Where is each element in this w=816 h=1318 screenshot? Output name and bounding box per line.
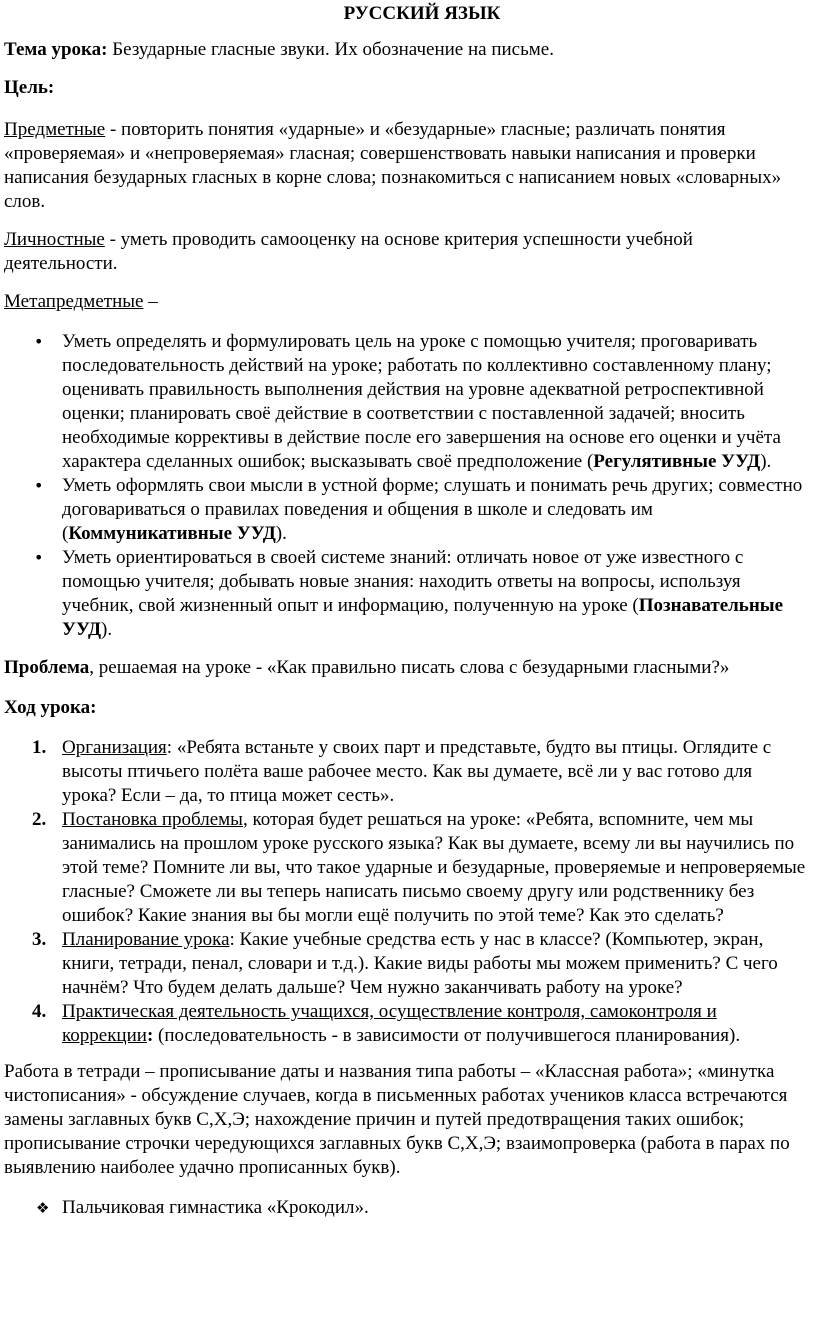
list-item-emphasis: Коммуникативные УУД <box>68 523 276 544</box>
list-item <box>4 736 810 808</box>
subject-goals-label: Предметные <box>4 119 106 140</box>
meta-goals-label: Метапредметные <box>4 291 144 312</box>
step-colon: : <box>146 1025 154 1046</box>
list-item-end: ). <box>275 523 287 544</box>
lesson-topic-text: Безударные гласные звуки. Их обозначение на письме. <box>107 39 554 60</box>
step-text: (последовательность - в зависимости от получившегося планирования). <box>153 1025 741 1046</box>
step-text: : «Ребята встаньте у своих парт и представьте, будто вы птицы. Оглядите с высоты птичьего полёта ваше рабочее место. Как вы думаете, всё ли у вас готово для урока? Если – да, то птица может сесть». <box>62 737 772 806</box>
step-label: Практическая деятельность учащихся, осуществление контроля, самоконтроля и коррекции <box>62 1001 717 1046</box>
personal-goals <box>4 228 810 276</box>
meta-goals-text: – <box>143 291 158 312</box>
lesson-topic-label: Тема урока: <box>4 39 108 60</box>
document-title: РУССКИЙ ЯЗЫК <box>343 3 501 24</box>
exercise-text: Пальчиковая гимнастика «Крокодил». <box>62 1197 369 1218</box>
list-item-emphasis: Познавательные УУД <box>62 595 784 640</box>
meta-goals-list <box>4 330 810 642</box>
lesson-problem-text: , решаемая на уроке - «Как правильно писать слова с безударными гласными?» <box>89 657 730 678</box>
list-item <box>4 808 810 928</box>
course-heading: Ход урока: <box>4 697 97 718</box>
meta-goals <box>4 290 810 314</box>
work-paragraph: Работа в тетради – прописывание даты и названия типа работы – «Классная работа»; «минутка чистописания» - обсуждение случаев, когда в письменных работах учеников класса встречаются замены заглавных букв С,Х,Э; нахождение причин и путей предотвращения таких ошибок; прописывание строчки чередующихся заглавных букв С,Х,Э; взаимопроверка (работа в парах по выявлению наиболее удачно прописанных букв). <box>4 1061 790 1178</box>
step-text: : Какие учебные средства есть у нас в классе? (Компьютер, экран, книги, тетради, пенал, словари и т.д.). Какие виды работы мы можем применить? С чего начнём? Что будем делать дальше? Чем нужно заканчивать работу на уроке? <box>62 929 778 998</box>
list-item-text: Уметь оформлять свои мысли в устной форме; слушать и понимать речь других; совместно договариваться о правилах поведения и общения в школе и следовать им ( <box>62 475 803 544</box>
subject-goals-text: - повторить понятия «ударные» и «безударные» гласные; различать понятия «проверяемая» и «непроверяемая» гласная; совершенствовать навыки написания и проверки написания безударных гласных в корне слова; познакомиться с написанием новых «словарных» слов. <box>4 119 782 212</box>
subject-goals <box>4 118 810 214</box>
list-item-emphasis: Регулятивные УУД <box>593 451 761 472</box>
personal-goals-text: - уметь проводить самооценку на основе критерия успешности учебной деятельности. <box>4 229 693 274</box>
list-item-text: Уметь определять и формулировать цель на уроке с помощью учителя; проговаривать последовательность действий на уроке; работать по коллективно составленному плану; оценивать правильность выполнения действия на уровне адекватной ретроспективной оценки; планировать своё действие в соответствии с поставленной задачей; вносить необходимые коррективы в действие после его завершения на основе его оценки и учёта характера сделанных ошибок; высказывать своё предположение ( <box>62 331 781 472</box>
step-number: 2. <box>32 809 47 830</box>
list-item-end: ). <box>101 619 113 640</box>
list-item <box>4 330 810 474</box>
diamond-bullet-icon: ❖ <box>36 1199 50 1217</box>
list-item-end: ). <box>760 451 772 472</box>
lesson-topic <box>4 38 810 62</box>
exercise-item <box>4 1196 810 1220</box>
personal-goals-label: Личностные <box>4 229 105 250</box>
step-number: 1. <box>32 737 47 758</box>
list-item <box>4 1000 810 1048</box>
step-text: , которая будет решаться на уроке: «Ребята, вспомните, чем мы занимались на прошлом уроке русского языка? Как вы думаете, всему ли вы научились по этой теме? Помните ли вы, что такое ударные и безударные, проверяемые и непроверяемые гласные? Сможете ли вы теперь написать письмо своему другу или родственнику без ошибок? Какие знания вы бы могли ещё получить по этой теме? Как это сделать? <box>62 809 806 926</box>
goal-heading: Цель: <box>4 77 55 98</box>
list-item-text: Уметь ориентироваться в своей системе знаний: отличать новое от уже известного с помощью учителя; добывать новые знания: находить ответы на вопросы, используя учебник, свой жизненный опыт и информацию, полученную на уроке ( <box>62 547 744 616</box>
step-number: 3. <box>32 929 47 950</box>
list-item <box>4 928 810 1000</box>
list-item <box>4 546 810 642</box>
step-number: 4. <box>32 1001 47 1022</box>
step-label: Постановка проблемы <box>62 809 243 830</box>
step-label: Организация <box>62 737 167 758</box>
lesson-problem-label: Проблема <box>4 657 90 678</box>
step-label: Планирование урока <box>62 929 230 950</box>
lesson-steps <box>4 736 810 1048</box>
lesson-problem <box>4 656 810 680</box>
list-item <box>4 474 810 546</box>
